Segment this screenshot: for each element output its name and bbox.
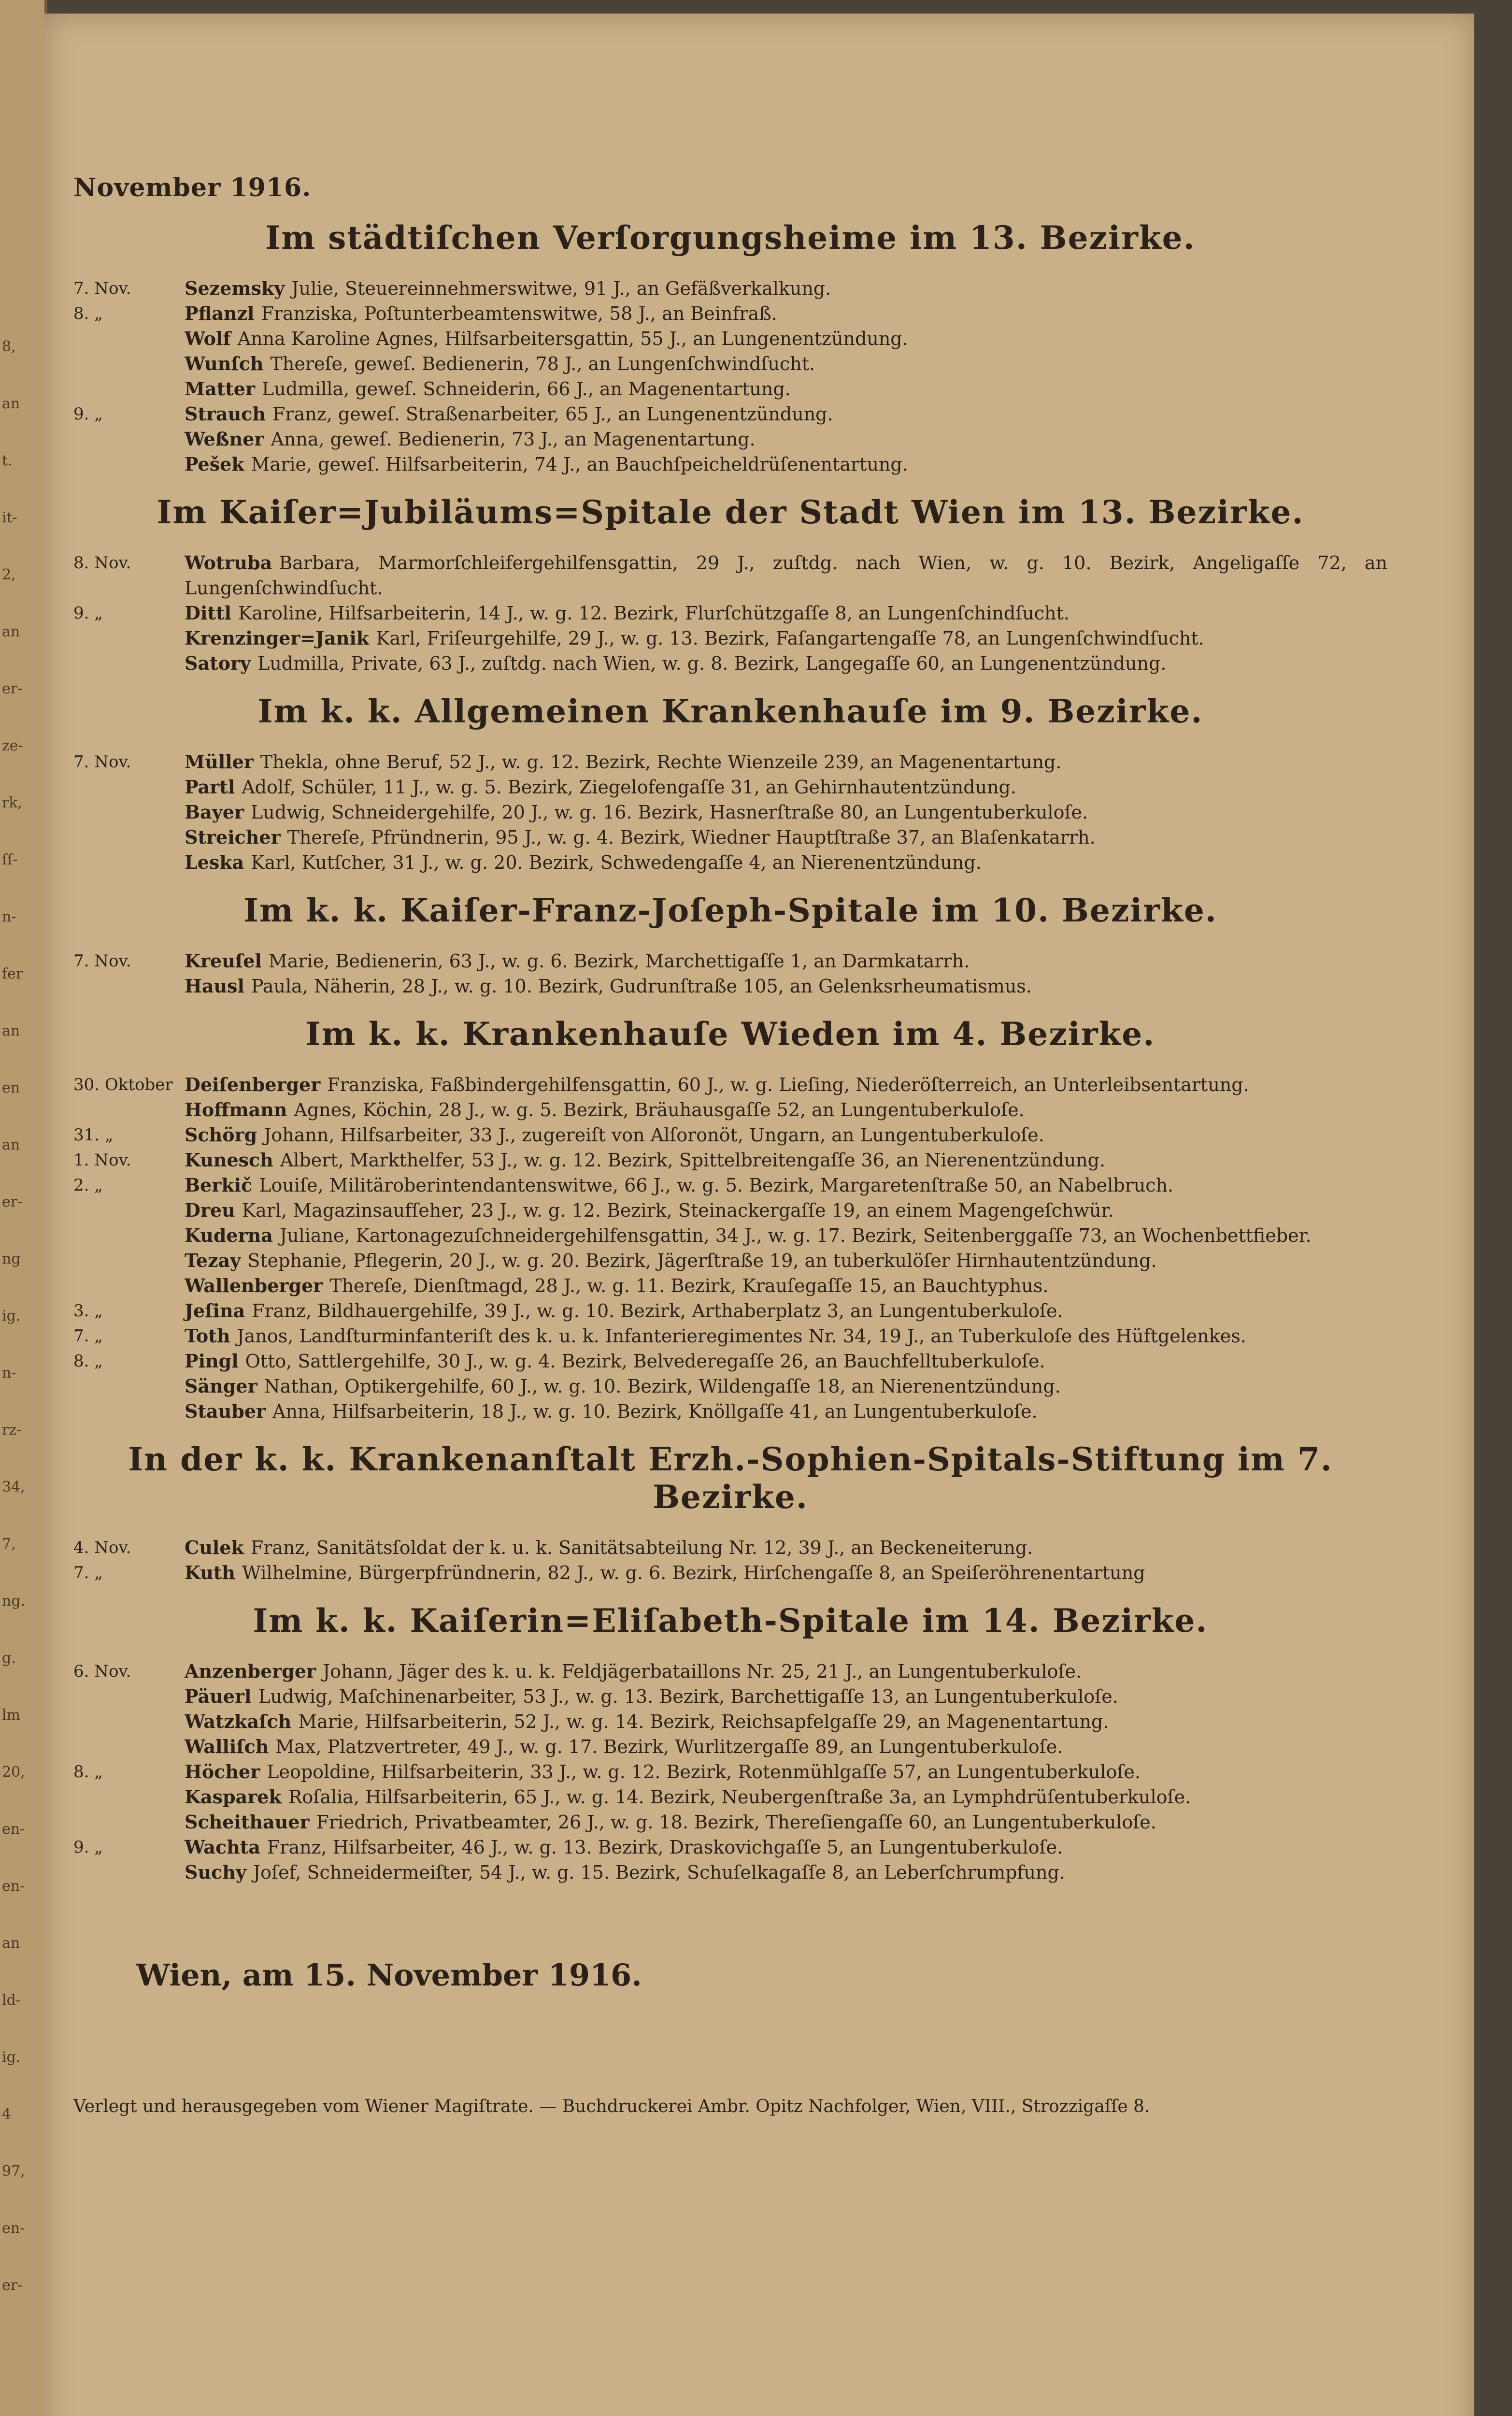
margin-fragment: er- (2, 1194, 23, 1210)
entry-details: Otto, Sattlergehilfe, 30 J., w. g. 4. Bezirk, Belvederegaſſe 26, an Bauchfelltuberkuloſe. (245, 1351, 1045, 1372)
death-record-entry (73, 1684, 1387, 1709)
entry-surname: Dittl (185, 602, 231, 624)
entry-details: Janos, Landſturminfanteriſt des k. u. k. Infanterieregimentes Nr. 34, 19 J., an Tuberkuloſe des Hüftgelenkes. (237, 1325, 1246, 1347)
entry-surname: Kreuſel (185, 950, 262, 972)
death-record-entry (73, 1097, 1387, 1122)
entry-details: Friedrich, Privatbeamter, 26 J., w. g. 18. Bezirk, Thereſiengaſſe 60, an Lungentuberkuloſe. (316, 1812, 1156, 1833)
margin-fragment: en- (2, 1821, 25, 1838)
death-record-entry (73, 1122, 1387, 1148)
entry-text (185, 301, 1387, 326)
entry-details: Anna, Hilfsarbeiterin, 18 J., w. g. 10. Bezirk, Knöllgaſſe 41, an Lungentuberkuloſe. (272, 1401, 1038, 1422)
entry-text (185, 850, 1387, 875)
section-title: In der k. k. Krankenanſtalt Erzh.-Sophien-Spitals-Stiftung im 7. Bezirke. (128, 1440, 1333, 1516)
margin-fragment: en (2, 1079, 20, 1096)
entry-text (185, 749, 1387, 775)
entry-date: 9. „ (73, 604, 103, 623)
margin-fragment: 8, (2, 338, 16, 355)
entry-surname: Leska (185, 851, 244, 873)
entry-details: Albert, Markthelfer, 53 J., w. g. 12. Bezirk, Spittelbreitengaſſe 36, an Nierenentzündung. (280, 1150, 1106, 1171)
margin-fragment: n- (2, 908, 16, 925)
entry-surname: Matter (185, 378, 255, 400)
death-record-entry (73, 850, 1387, 875)
margin-fragment: an (2, 1136, 20, 1153)
entry-date: 7. Nov. (73, 951, 131, 971)
sections-container (73, 219, 1387, 1885)
entry-date: 9. „ (73, 1838, 103, 1857)
entry-text (185, 351, 1387, 376)
death-record-entry (73, 949, 1387, 974)
death-record-entry (73, 1784, 1387, 1810)
section-title: Im k. k. Krankenhauſe Wieden im 4. Bezirke. (305, 1015, 1155, 1053)
entry-details: Barbara, Marmorſchleifergehilfensgattin, 29 J., zuſtdg. nach Wien, w. g. 10. Bezirk, Angeligaſſe 72, an Lungenſchwindſucht. (185, 552, 1387, 599)
entry-text (185, 1198, 1387, 1223)
entry-surname: Sänger (185, 1375, 257, 1397)
entry-details: Leopoldine, Hilfsarbeiterin, 33 J., w. g. 12. Bezirk, Rotenmühlgaſſe 57, an Lungentuberkuloſe. (267, 1761, 1141, 1783)
entry-details: Marie, geweſ. Hilfsarbeiterin, 74 J., an Bauchſpeicheldrüſenentartung. (251, 454, 908, 475)
entry-text (185, 1399, 1387, 1424)
entry-text (185, 1659, 1387, 1684)
margin-fragment: ſſ- (2, 851, 18, 868)
margin-fragment: en- (2, 2220, 25, 2237)
death-record-entry (73, 1198, 1387, 1223)
death-record-entry (73, 1148, 1387, 1173)
entry-surname: Sezemsky (185, 277, 285, 299)
closing-line: Wien, am 15. November 1916. (136, 1957, 642, 1993)
entry-date: 7. „ (73, 1326, 103, 1346)
death-record-entry (73, 351, 1387, 376)
death-record-entry (73, 276, 1387, 301)
death-record-entry (73, 452, 1387, 477)
death-record-entry (73, 1810, 1387, 1835)
entry-surname: Toth (185, 1325, 230, 1347)
entry-surname: Culek (185, 1537, 244, 1558)
death-record-entry (73, 326, 1387, 351)
entry-details: Stephanie, Pflegerin, 20 J., w. g. 20. Bezirk, Jägerſtraße 19, an tuberkulöſer Hirnhautentzündung. (247, 1250, 1157, 1271)
entry-details: Johann, Hilfsarbeiter, 33 J., zugereiſt von Alſoronöt, Ungarn, an Lungentuberkuloſe. (264, 1124, 1044, 1146)
entry-text (185, 1173, 1387, 1198)
section-title: Im Kaiſer=Jubiläums=Spitale der Stadt Wien im 13. Bezirke. (157, 493, 1304, 531)
entry-text (185, 949, 1387, 974)
entry-details: Marie, Hilfsarbeiterin, 52 J., w. g. 14. Bezirk, Reichsapfelgaſſe 29, an Magenentartung. (298, 1711, 1109, 1732)
entry-surname: Schörg (185, 1124, 257, 1146)
entry-surname: Streicher (185, 826, 281, 848)
death-record-entry (73, 1223, 1387, 1248)
entry-text (185, 1273, 1387, 1298)
entry-date: 8. „ (73, 304, 103, 323)
entry-date: 6. Nov. (73, 1662, 131, 1681)
entry-text (185, 276, 1387, 301)
entry-surname: Jeſina (185, 1300, 245, 1322)
section-title: Im städtiſchen Verſorgungsheime im 13. Bezirke. (265, 219, 1196, 257)
entry-date: 7. Nov. (73, 752, 131, 772)
entry-surname: Wallenberger (185, 1275, 323, 1296)
margin-fragment: ld- (2, 1992, 21, 2009)
entry-text (185, 1298, 1387, 1323)
death-record-entry (73, 301, 1387, 326)
entry-surname: Kuderna (185, 1224, 273, 1246)
entry-text (185, 427, 1387, 452)
entry-details: Ludwig, Schneidergehilfe, 20 J., w. g. 16. Bezirk, Hasnerſtraße 80, an Lungentuberkuloſe. (251, 802, 1088, 823)
entry-text (185, 452, 1387, 477)
entry-text (185, 1122, 1387, 1148)
death-record-entry (73, 1072, 1387, 1097)
entry-text (185, 1535, 1387, 1560)
death-record-entry (73, 1323, 1387, 1349)
margin-fragment: ig. (2, 1308, 21, 1324)
death-record-entry (73, 1560, 1387, 1585)
margin-fragment: en- (2, 1878, 25, 1895)
margin-fragment: ng (2, 1251, 21, 1267)
death-record-entry (73, 651, 1387, 676)
death-record-entry (73, 1709, 1387, 1734)
entry-text (185, 800, 1387, 825)
entry-surname: Höcher (185, 1761, 260, 1783)
entry-text (185, 1810, 1387, 1835)
entry-details: Franziska, Faßbindergehilfensgattin, 60 J., w. g. Lieſing, Niederöſterreich, an Unterleibsentartung. (327, 1074, 1249, 1095)
entry-text (185, 1148, 1387, 1173)
entry-date: 8. „ (73, 1352, 103, 1371)
entry-details: Thekla, ohne Beruf, 52 J., w. g. 12. Bezirk, Rechte Wienzeile 239, an Magenentartung. (260, 751, 1062, 773)
entry-surname: Stauber (185, 1400, 266, 1422)
entry-text (185, 1684, 1387, 1709)
entry-text (185, 376, 1387, 402)
margin-fragment: 2, (2, 566, 16, 583)
margin-fragment: it- (2, 509, 17, 526)
entry-text (185, 601, 1387, 626)
entry-surname: Päuerl (185, 1685, 252, 1707)
margin-fragment: g. (2, 1650, 16, 1667)
entry-surname: Wolf (185, 328, 231, 349)
entry-details: Anna, geweſ. Bedienerin, 73 J., an Magenentartung. (271, 429, 756, 450)
entry-surname: Pešek (185, 453, 244, 475)
entry-details: Johann, Jäger des k. u. k. Feldjägerbataillons Nr. 25, 21 J., an Lungentuberkuloſe. (323, 1661, 1082, 1682)
margin-fragment: t. (2, 452, 13, 469)
entry-details: Karl, Friſeurgehilfe, 29 J., w. g. 13. Bezirk, Faſangartengaſſe 78, an Lungenſchwindſucht. (376, 628, 1204, 649)
entry-surname: Watzkaſch (185, 1711, 292, 1732)
entry-surname: Krenzinger=Janik (185, 627, 370, 649)
entry-surname: Hausl (185, 975, 244, 997)
entry-surname: Weßner (185, 428, 264, 450)
entry-text (185, 326, 1387, 351)
entry-details: Joſef, Schneidermeiſter, 54 J., w. g. 15. Bezirk, Schuſelkagaſſe 8, an Leberſchrumpfung. (253, 1862, 1065, 1883)
entry-details: Marie, Bedienerin, 63 J., w. g. 6. Bezirk, Marchettigaſſe 1, an Darmkatarrh. (268, 950, 970, 972)
entry-surname: Walliſch (185, 1736, 269, 1757)
margin-fragment: rk, (2, 794, 23, 811)
entry-date: 8. „ (73, 1762, 103, 1782)
document-page (44, 14, 1474, 2416)
entry-details: Paula, Näherin, 28 J., w. g. 10. Bezirk, Gudrunſtraße 105, an Gelenksrheumatismus. (251, 976, 1032, 997)
death-record-entry (73, 376, 1387, 402)
entry-details: Thereſe, Pfründnerin, 95 J., w. g. 4. Bezirk, Wiedner Hauptſtraße 37, an Blaſenkatarrh. (287, 827, 1096, 848)
entry-surname: Wotruba (185, 552, 272, 574)
entry-text (185, 1349, 1387, 1374)
entry-text (185, 626, 1387, 651)
entry-text (185, 1784, 1387, 1810)
section-title: Im k. k. Kaiſer-Franz-Joſeph-Spitale im 10. Bezirke. (243, 892, 1217, 929)
entry-surname: Wachta (185, 1836, 260, 1858)
entry-surname: Pflanzl (185, 302, 255, 324)
entry-details: Thereſe, Dienſtmagd, 28 J., w. g. 11. Bezirk, Krauſegaſſe 15, an Bauchtyphus. (329, 1275, 1049, 1296)
entry-date: 1. Nov. (73, 1150, 131, 1170)
entry-surname: Dreu (185, 1199, 235, 1221)
page-date-header: November 1916. (73, 173, 312, 202)
margin-fragment: ig. (2, 2049, 21, 2066)
entry-text (185, 1097, 1387, 1122)
entry-details: Agnes, Köchin, 28 J., w. g. 5. Bezirk, Bräuhausgaſſe 52, an Lungentuberkuloſe. (294, 1099, 1025, 1121)
entry-text (185, 1374, 1387, 1399)
entry-details: Thereſe, geweſ. Bedienerin, 78 J., an Lungenſchwindſucht. (270, 353, 815, 374)
margin-fragment: an (2, 623, 20, 640)
entry-details: Ludmilla, geweſ. Schneiderin, 66 J., an Magenentartung. (262, 378, 791, 400)
margin-fragment: an (2, 395, 20, 412)
entry-text (185, 1560, 1387, 1585)
entry-text (185, 1835, 1387, 1860)
entry-details: Karoline, Hilfsarbeiterin, 14 J., w. g. 12. Bezirk, Flurſchützgaſſe 8, an Lungenſchindſucht. (238, 603, 1070, 624)
death-record-entry (73, 1248, 1387, 1273)
death-record-entry (73, 1399, 1387, 1424)
entry-text (185, 1323, 1387, 1349)
entry-date: 2. „ (73, 1176, 103, 1195)
death-record-entry (73, 626, 1387, 651)
entry-surname: Kasparek (185, 1786, 282, 1808)
margin-fragment: lm (2, 1707, 21, 1724)
entry-surname: Strauch (185, 403, 266, 425)
entry-details: Karl, Kutſcher, 31 J., w. g. 20. Bezirk, Schwedengaſſe 4, an Nierenentzündung. (251, 852, 982, 873)
entry-text (185, 974, 1387, 999)
entry-surname: Anzenberger (185, 1660, 316, 1682)
entry-details: Franz, Bildhauergehilfe, 39 J., w. g. 10. Bezirk, Arthaberplatz 3, an Lungentuberkuloſe. (252, 1300, 1063, 1322)
entry-details: Nathan, Optikergehilfe, 60 J., w. g. 10. Bezirk, Wildengaſſe 18, an Nierenentzündung. (264, 1376, 1061, 1397)
death-record-entry (73, 601, 1387, 626)
entry-date: 3. „ (73, 1301, 103, 1321)
publisher-footer: Verlegt und herausgegeben vom Wiener Magiſtrate. — Buchdruckerei Ambr. Opitz Nachfolger, Wien, VIII., Strozzigaſſe 8. (73, 2097, 1150, 2116)
margin-fragment: 4 (2, 2106, 12, 2123)
previous-page-margin (0, 0, 47, 2416)
entry-details: Anna Karoline Agnes, Hilfsarbeitersgattin, 55 J., an Lungenentzündung. (237, 328, 908, 349)
margin-fragment: 20, (2, 1764, 25, 1781)
entry-details: Franz, geweſ. Straßenarbeiter, 65 J., an Lungenentzündung. (272, 403, 833, 425)
margin-fragment: rz- (2, 1422, 22, 1438)
entry-surname: Wunſch (185, 353, 264, 374)
death-record-entry (73, 550, 1387, 601)
entry-surname: Berkič (185, 1174, 253, 1196)
margin-fragment: 7, (2, 1536, 16, 1553)
entry-text (185, 1709, 1387, 1734)
entry-text (185, 1072, 1387, 1097)
death-record-entry (73, 1349, 1387, 1374)
death-record-entry (73, 1535, 1387, 1560)
entry-surname: Kunesch (185, 1149, 273, 1171)
entry-date: 4. Nov. (73, 1538, 131, 1557)
death-record-entry (73, 1659, 1387, 1684)
entry-text (185, 1248, 1387, 1273)
death-record-entry (73, 800, 1387, 825)
entry-date: 30. Oktober (73, 1075, 173, 1094)
entry-details: Julie, Steuereinnehmerswitwe, 91 J., an Gefäßverkalkung. (291, 278, 831, 299)
entry-details: Adolf, Schüler, 11 J., w. g. 5. Bezirk, Ziegelofengaſſe 31, an Gehirnhautentzündung. (242, 777, 1016, 798)
section-title: Im k. k. Allgemeinen Krankenhauſe im 9. Bezirke. (257, 692, 1203, 730)
entry-details: Franz, Hilfsarbeiter, 46 J., w. g. 13. Bezirk, Draskovichgaſſe 5, an Lungentuberkuloſe. (267, 1837, 1063, 1858)
death-record-entry (73, 974, 1387, 999)
entry-text (185, 1223, 1387, 1248)
entry-text (185, 775, 1387, 800)
margin-fragment: ze- (2, 737, 23, 754)
death-record-entry (73, 1374, 1387, 1399)
entry-text (185, 550, 1387, 601)
entry-details: Juliane, Kartonagezuſchneidergehilfensgattin, 34 J., w. g. 17. Bezirk, Seitenberggaſſe 73, an Wochenbettfieber. (279, 1225, 1312, 1246)
entry-date: 8. Nov. (73, 553, 131, 573)
margin-fragment: 97, (2, 2163, 25, 2180)
entry-surname: Tezay (185, 1250, 241, 1271)
death-record-entry (73, 1759, 1387, 1784)
margin-fragment: ng. (2, 1593, 26, 1610)
entry-surname: Partl (185, 776, 235, 798)
death-record-entry (73, 825, 1387, 850)
margin-fragment: er- (2, 2277, 23, 2294)
entry-surname: Scheithauer (185, 1811, 310, 1833)
entry-details: Max, Platzvertreter, 49 J., w. g. 17. Bezirk, Wurlitzergaſſe 89, an Lungentuberkuloſe. (275, 1736, 1063, 1757)
entry-surname: Satory (185, 652, 251, 674)
entry-surname: Deiſenberger (185, 1074, 321, 1095)
death-record-entry (73, 1298, 1387, 1323)
entry-date: 31. „ (73, 1125, 114, 1145)
entry-text (185, 402, 1387, 427)
entry-text (185, 1734, 1387, 1759)
death-record-entry (73, 775, 1387, 800)
page-content (73, 173, 1387, 2116)
entry-details: Karl, Magazinsaufſeher, 23 J., w. g. 12. Bezirk, Steinackergaſſe 19, an einem Magengeſchwür. (242, 1200, 1114, 1221)
entry-date: 7. „ (73, 1563, 103, 1582)
entry-date: 9. „ (73, 404, 103, 424)
entry-date: 7. Nov. (73, 279, 131, 298)
entry-details: Franz, Sanitätsſoldat der k. u. k. Sanitätsabteilung Nr. 12, 39 J., an Beckeneiterung. (250, 1537, 1033, 1558)
section-title: Im k. k. Kaiſerin=Eliſabeth-Spitale im 14. Bezirke. (253, 1602, 1208, 1639)
margin-fragment: 34, (2, 1479, 25, 1496)
entry-surname: Bayer (185, 801, 244, 823)
entry-text (185, 651, 1387, 676)
entry-surname: Suchy (185, 1861, 246, 1883)
entry-text (185, 1860, 1387, 1885)
entry-text (185, 825, 1387, 850)
entry-details: Ludmilla, Private, 63 J., zuſtdg. nach Wien, w. g. 8. Bezirk, Langegaſſe 60, an Lungenentzündung. (257, 653, 1167, 674)
margin-fragment: an (2, 1935, 20, 1952)
entry-text (185, 1759, 1387, 1784)
entry-details: Roſalia, Hilfsarbeiterin, 65 J., w. g. 14. Bezirk, Neubergenſtraße 3a, an Lymphdrüſentuberkuloſe. (288, 1786, 1191, 1808)
death-record-entry (73, 1273, 1387, 1298)
death-record-entry (73, 402, 1387, 427)
death-record-entry (73, 749, 1387, 775)
entry-surname: Pingl (185, 1350, 239, 1372)
entry-surname: Müller (185, 751, 254, 773)
entry-details: Ludwig, Maſchinenarbeiter, 53 J., w. g. 13. Bezirk, Barchettigaſſe 13, an Lungentuberkuloſe. (258, 1686, 1118, 1707)
entry-details: Franziska, Poſtunterbeamtenswitwe, 58 J., an Beinfraß. (261, 303, 777, 324)
margin-fragment: fer (2, 965, 23, 982)
death-record-entry (73, 1734, 1387, 1759)
death-record-entry (73, 1860, 1387, 1885)
margin-fragment: an (2, 1022, 20, 1039)
death-record-entry (73, 427, 1387, 452)
entry-details: Louiſe, Militäroberintendantenswitwe, 66 J., w. g. 5. Bezirk, Margaretenſtraße 50, an Nabelbruch. (259, 1175, 1174, 1196)
entry-details: Wilhelmine, Bürgerpfründnerin, 82 J., w. g. 6. Bezirk, Hirſchengaſſe 8, an Speiſeröhrenentartung (242, 1562, 1145, 1583)
entry-surname: Hoffmann (185, 1099, 287, 1121)
margin-fragment: er- (2, 680, 23, 697)
entry-surname: Kuth (185, 1562, 236, 1583)
death-record-entry (73, 1173, 1387, 1198)
margin-fragment: n- (2, 1365, 16, 1381)
death-record-entry (73, 1835, 1387, 1860)
